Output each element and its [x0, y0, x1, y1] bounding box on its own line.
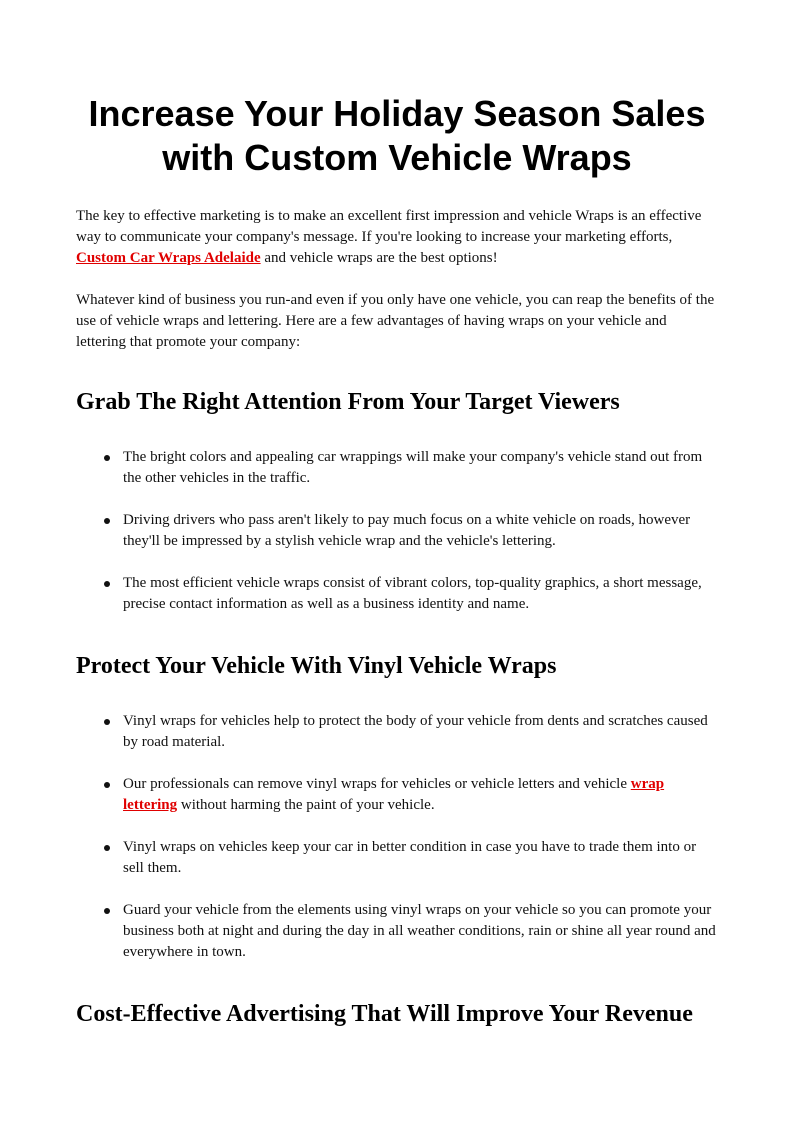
- list-item: Guard your vehicle from the elements using vinyl wraps on your vehicle so you can promote your business both at night and during the day in all weather conditions, rain or shine all year round and everywhere in town.: [76, 900, 718, 963]
- intro-text-before-link: The key to effective marketing is to make an excellent first impression and vehicle Wraps is an effective way to communicate your company's message. If you're looking to increase your marketing efforts,: [76, 208, 702, 245]
- list-item: Vinyl wraps on vehicles keep your car in better condition in case you have to trade them into or sell them.: [76, 837, 718, 879]
- item-text-before-link: Our professionals can remove vinyl wraps for vehicles or vehicle letters and vehicle: [123, 776, 631, 792]
- list-item: [76, 774, 718, 816]
- intro-paragraph-2: Whatever kind of business you run-and even if you only have one vehicle, you can reap the benefits of the use of vehicle wraps and lettering. Here are a few advantages of having wraps on your vehicle and lettering that promote your company:: [76, 292, 715, 350]
- intro-paragraph-1: [76, 206, 718, 269]
- section-heading-attention: Grab The Right Attention From Your Target Viewers: [76, 389, 620, 415]
- custom-car-wraps-link[interactable]: Custom Car Wraps Adelaide: [76, 250, 261, 266]
- section-heading-cost-effective: Cost-Effective Advertising That Will Improve Your Revenue: [76, 1001, 693, 1027]
- list-item: The most efficient vehicle wraps consist of vibrant colors, top-quality graphics, a short message, precise contact information as well as a business identity and name.: [76, 573, 718, 615]
- list-item: Driving drivers who pass aren't likely to pay much focus on a white vehicle on roads, however they'll be impressed by a stylish vehicle wrap and the vehicle's lettering.: [76, 510, 718, 552]
- list-item: The bright colors and appealing car wrappings will make your company's vehicle stand out from the other vehicles in the traffic.: [76, 447, 718, 489]
- page-title: Increase Your Holiday Season Sales with Custom Vehicle Wraps: [88, 93, 706, 178]
- protect-benefits-list: [76, 711, 718, 963]
- document-page: [76, 92, 718, 1029]
- attention-benefits-list: [76, 447, 718, 615]
- section-heading-protect: Protect Your Vehicle With Vinyl Vehicle Wraps: [76, 653, 557, 679]
- intro-text-after-link: and vehicle wraps are the best options!: [260, 250, 498, 266]
- wrap-lettering-link[interactable]: wrap lettering: [123, 776, 665, 813]
- item-text-after-link: without harming the paint of your vehicle.: [177, 797, 435, 813]
- list-item: Vinyl wraps for vehicles help to protect the body of your vehicle from dents and scratches caused by road material.: [76, 711, 718, 753]
